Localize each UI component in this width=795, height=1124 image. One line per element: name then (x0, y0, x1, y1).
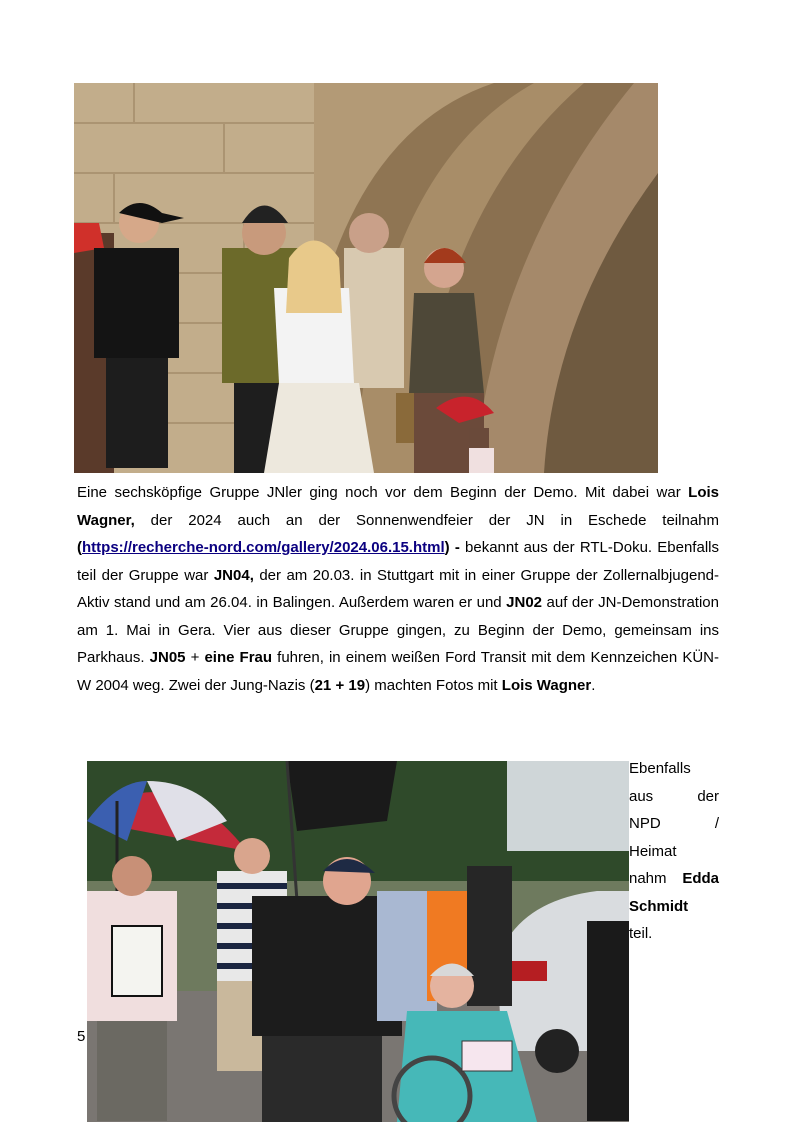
text-segment: ) machten Fotos mit (365, 676, 502, 694)
side-word: der (697, 787, 719, 805)
side-line (629, 920, 719, 948)
name-schmidt: Schmidt (629, 897, 689, 915)
name-lois-wagner-2: Lois Wagner (501, 676, 592, 694)
text-segment: . (591, 676, 596, 694)
side-line (629, 783, 719, 811)
body-paragraph (77, 479, 719, 699)
name-edda: Edda (682, 870, 719, 887)
text-segment: bekannt aus der RTL-Doku. Ebenfalls teil der Gruppe war (77, 539, 719, 584)
text-segment: der 2024 auch an der Sonnenwendfeier der JN in Eschede teilnahm (134, 511, 719, 529)
text-segment: der am 20.03. in Stuttgart mit in einer Gruppe der Zollernalbjugend-Aktiv stand und am 26.04. in Balingen. Außerdem waren er und (77, 566, 719, 611)
side-word: teil. (629, 925, 653, 942)
group-walking-photo (74, 83, 658, 473)
label-jn05: JN05 (149, 649, 186, 666)
bold-paren-close: ) - (444, 539, 460, 556)
side-word: Ebenfalls (629, 760, 691, 777)
label-21-19: 21 + 19 (314, 676, 366, 694)
side-word: Heimat (629, 842, 677, 860)
gallery-link[interactable]: https://recherche-nord.com/gallery/2024.06.15.html (82, 539, 445, 556)
label-jn02: JN02 (506, 594, 543, 611)
side-line (629, 838, 719, 866)
side-line (629, 893, 719, 921)
name-lois-wagner: Lois Wagner, (77, 484, 719, 529)
label-jn04: JN04, (213, 566, 254, 584)
text-segment: auf der JN-Demonstration am 1. Mai in Gera. Vier aus dieser Gruppe gingen, zu Beginn der Demo, gemeinsam ins Parkhaus. (77, 594, 719, 666)
demonstration-photo (87, 761, 629, 1122)
page-number: 5 (77, 1028, 86, 1045)
bold-paren-open: ( (77, 539, 82, 556)
side-text (629, 755, 719, 948)
side-word: nahm (629, 870, 667, 887)
side-word: / (714, 815, 719, 832)
side-word: NPD (629, 815, 661, 832)
text-segment: Eine sechsköpfige Gruppe JNler ging noch vor dem Beginn der Demo. Mit dabei war (77, 484, 689, 501)
label-eine-frau: eine Frau (204, 649, 273, 666)
side-word: aus (629, 787, 654, 805)
side-line (629, 810, 719, 838)
side-line (629, 865, 719, 893)
side-line (629, 755, 719, 783)
text-segment: fuhren, in einem weißen Ford Transit mit dem Kennzeichen KÜN-W 2004 weg. Zwei der Jung-Nazis ( (77, 649, 719, 694)
text-segment: + (185, 649, 205, 666)
